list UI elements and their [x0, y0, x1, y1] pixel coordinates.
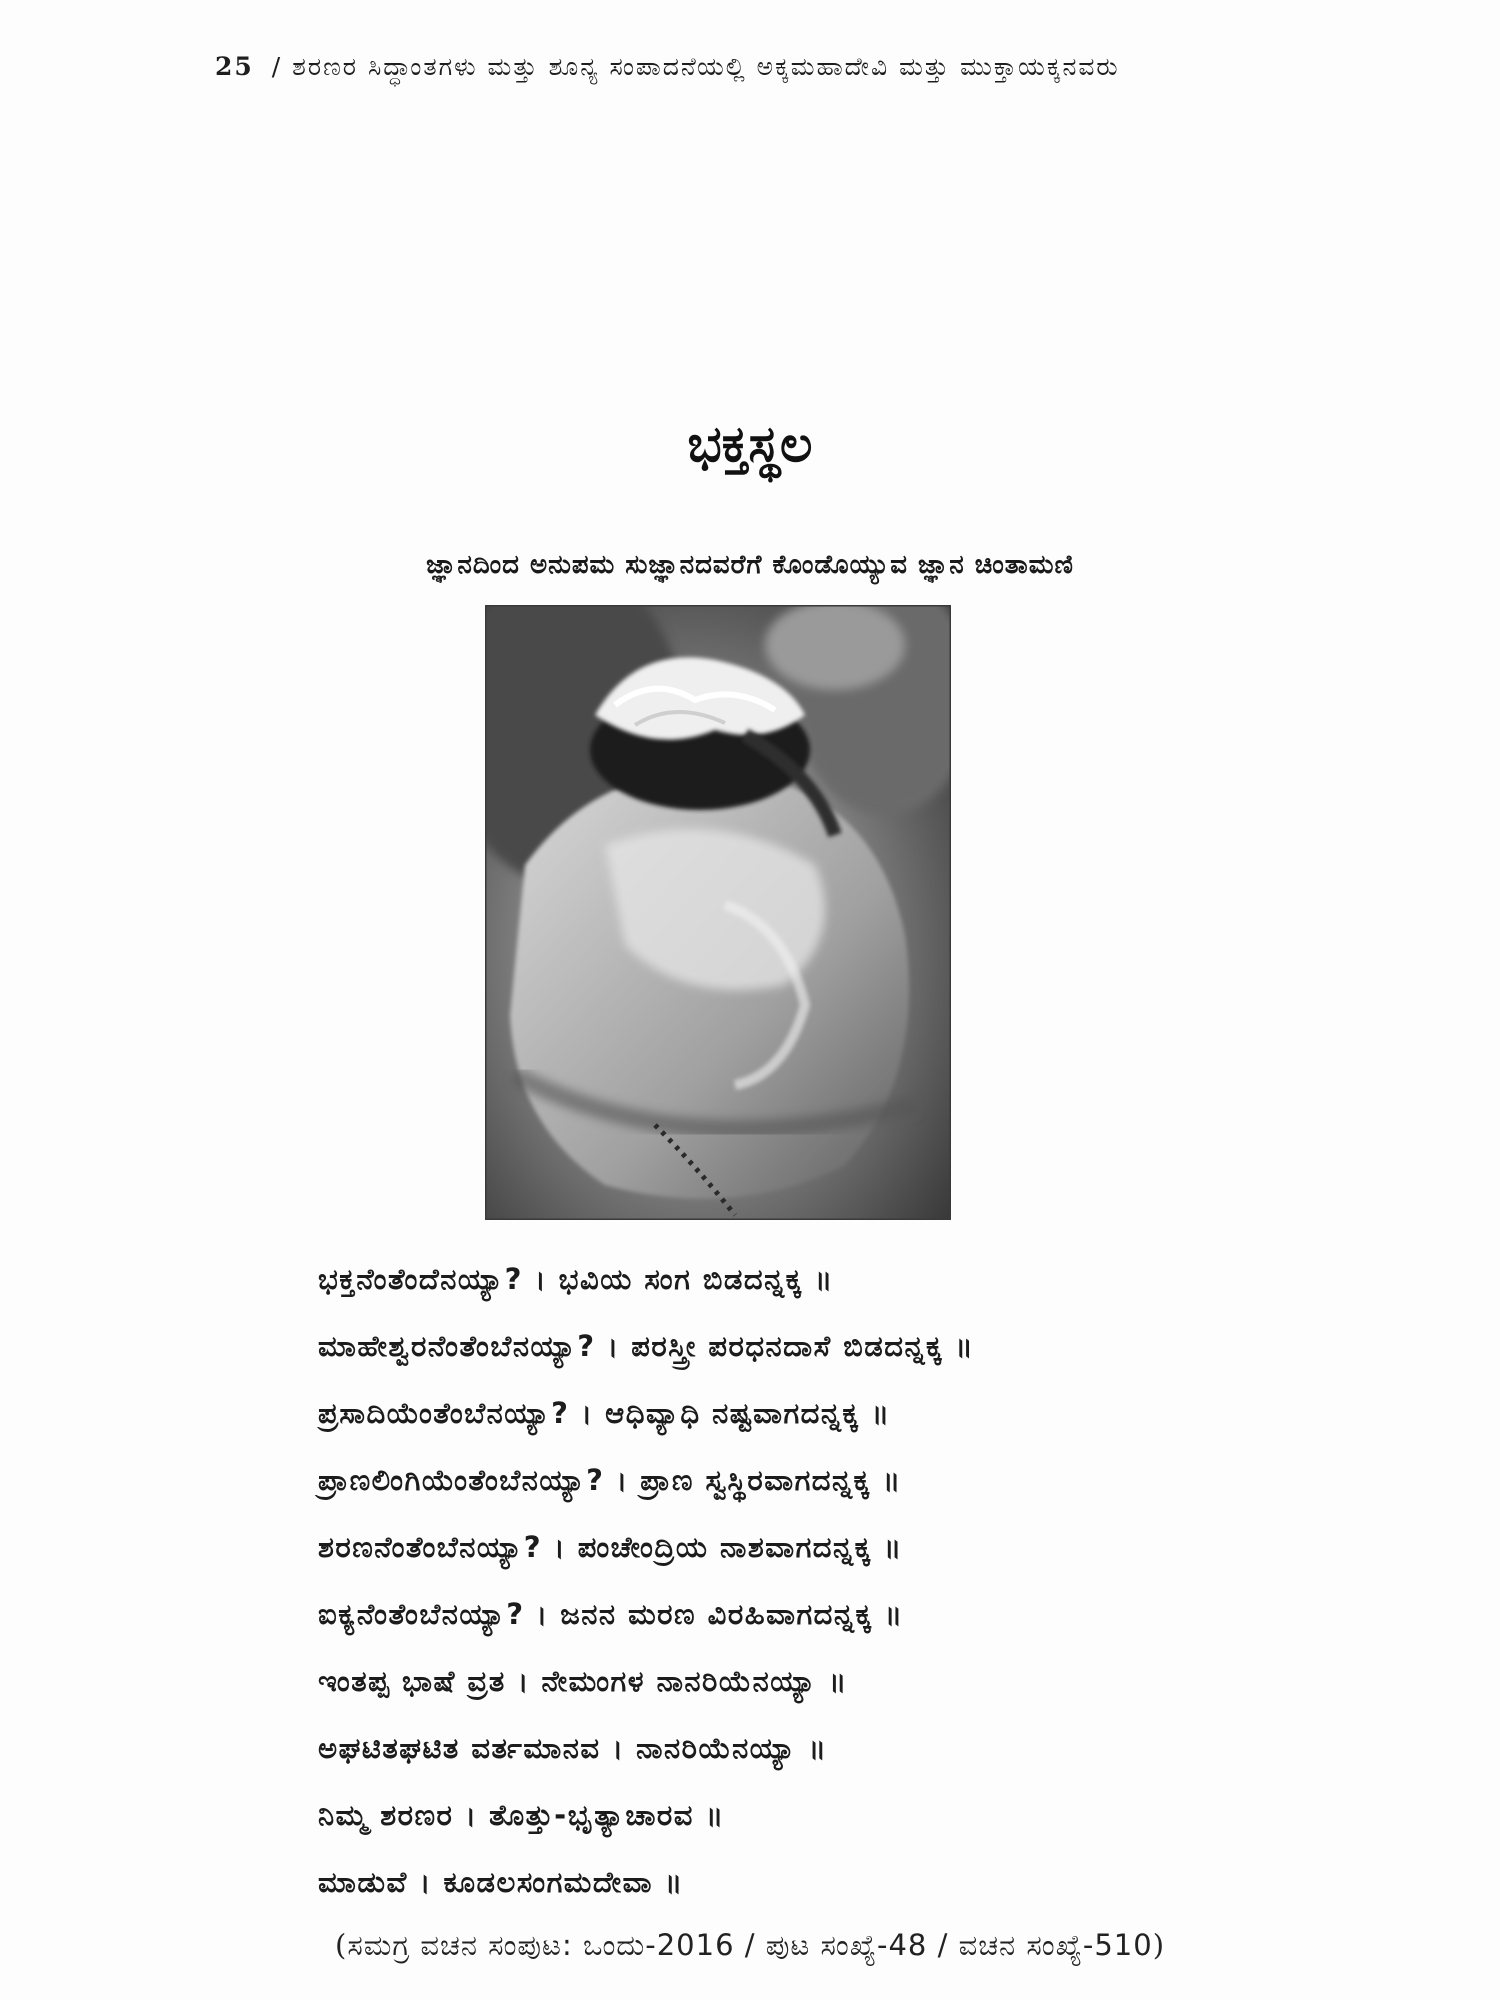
page-number: 25	[215, 52, 254, 81]
header-separator: /	[271, 52, 283, 81]
vachana-verses	[318, 1255, 1318, 1925]
running-header	[215, 52, 1315, 82]
verse-line: ಅಘಟಿತಘಟಿತ ವರ್ತಮಾನವ । ನಾನರಿಯೆನಯ್ಯಾ ॥	[318, 1731, 828, 1765]
verse-line: ಪ್ರಸಾದಿಯೆಂತೆಂಬೆನಯ್ಯಾ? । ಆಧಿವ್ಯಾಧಿ ನಷ್ಟವಾಗದನ್ನಕ್ಕ ॥	[318, 1396, 891, 1430]
verse-line: ಮಾಹೇಶ್ವರನೆಂತೆಂಬೆನಯ್ಯಾ? । ಪರಸ್ತ್ರೀ ಪರಧನದಾಸೆ ಬಿಡದನ್ನಕ್ಕ ॥	[318, 1329, 975, 1363]
citation-open-paren: (	[334, 1928, 348, 1962]
verse-line: ಪ್ರಾಣಲಿಂಗಿಯೆಂತೆಂಬೆನಯ್ಯಾ? । ಪ್ರಾಣ ಸ್ವಸ್ಥಿರವಾಗದನ್ನಕ್ಕ ॥	[318, 1463, 902, 1497]
citation-text: ಸಮಗ್ರ ವಚನ ಸಂಪುಟ: ಒಂದು-2016 / ಪುಟ ಸಂಖ್ಯೆ-48 / ವಚನ ಸಂಖ್ಯೆ-510	[347, 1928, 1153, 1962]
verse-line: ನಿಮ್ಮ ಶರಣರ । ತೊತ್ತು-ಭೃತ್ಯಾಚಾರವ ॥	[318, 1798, 725, 1832]
verse-line: ಇಂತಪ್ಪ ಭಾಷೆ ವ್ರತ । ನೇಮಂಗಳ ನಾನರಿಯೆನಯ್ಯಾ ॥	[318, 1664, 848, 1698]
section-title: ಭಕ್ತಸ್ಥಲ	[687, 415, 813, 473]
running-title: ಶರಣರ ಸಿದ್ಧಾಂತಗಳು ಮತ್ತು ಶೂನ್ಯ ಸಂಪಾದನೆಯಲ್ಲಿ ಅಕ್ಕಮಹಾದೇವಿ ಮತ್ತು ಮುಕ್ತಾಯಕ್ಕನವರು	[292, 52, 1120, 81]
verse-line: ಐಕ್ಯನೆಂತೆಂಬೆನಯ್ಯಾ? । ಜನನ ಮರಣ ವಿರಹಿವಾಗದನ್ನಕ್ಕ ॥	[318, 1597, 904, 1631]
source-citation	[0, 1928, 1500, 1963]
shivalinga-photo	[485, 605, 951, 1220]
verse-line: ಶರಣನೆಂತೆಂಬೆನಯ್ಯಾ? । ಪಂಚೇಂದ್ರಿಯ ನಾಶವಾಗದನ್ನಕ್ಕ ॥	[318, 1530, 903, 1564]
section-subtitle: ಜ್ಞಾನದಿಂದ ಅನುಪಮ ಸುಜ್ಞಾನದವರೆಗೆ ಕೊಂಡೊಯ್ಯುವ ಜ್ಞಾನ ಚಿಂತಾಮಣಿ	[426, 550, 1074, 580]
citation-close-paren: )	[1152, 1928, 1166, 1962]
verse-line: ಭಕ್ತನೆಂತೆಂದೆನಯ್ಯಾ? । ಭವಿಯ ಸಂಗ ಬಿಡದನ್ನಕ್ಕ ॥	[318, 1262, 834, 1296]
verse-line: ಮಾಡುವೆ । ಕೂಡಲಸಂಗಮದೇವಾ ॥	[318, 1865, 684, 1899]
